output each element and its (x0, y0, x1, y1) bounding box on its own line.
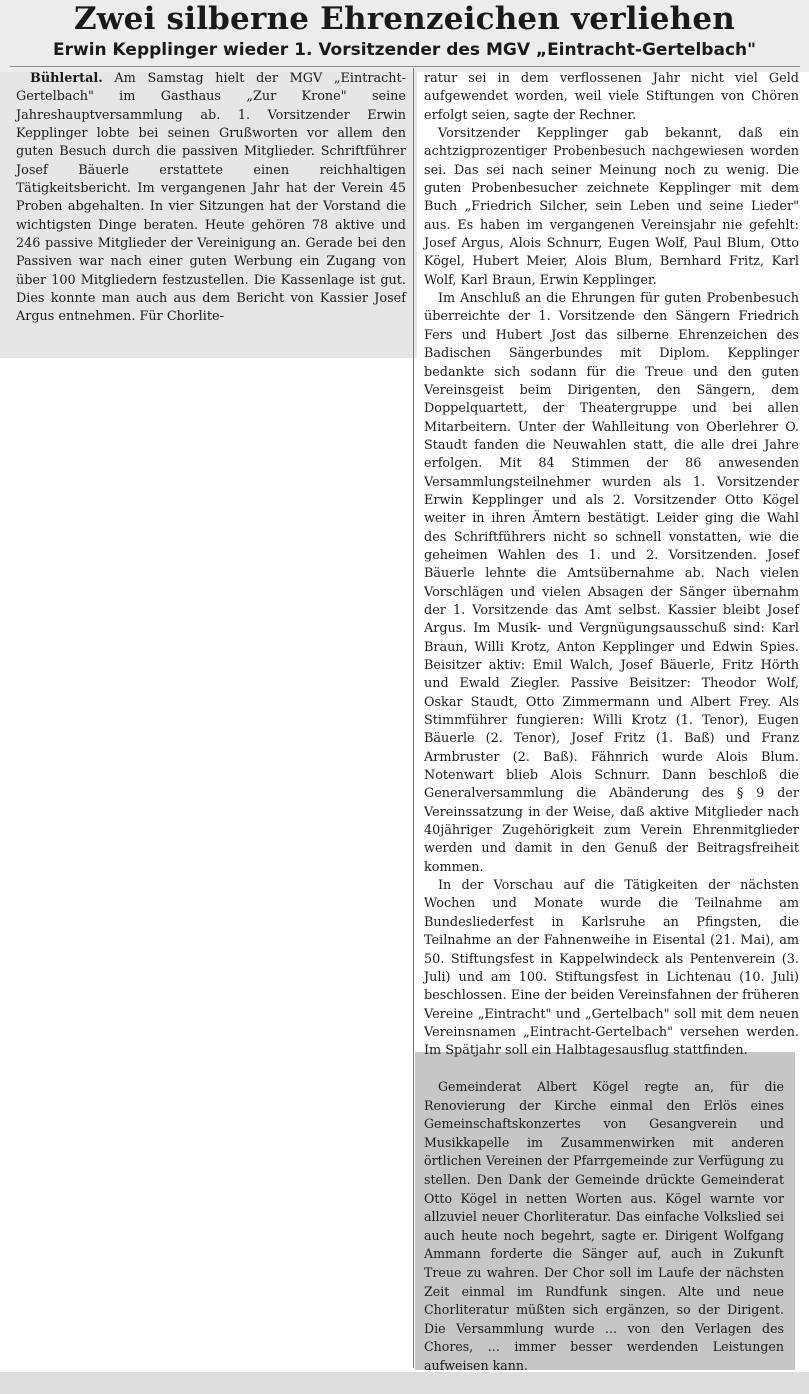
headline-divider (10, 66, 800, 67)
right-column-paragraph: In der Vorschau auf die Tätigkeiten der nächsten Wochen und Monate wurde die Teilnahme am Bundesliederfest in Karlsruhe an Pfingsten, die Teilnahme an der Fahnenweihe in Eisental (21. Mai), am 50. Stiftungsfest in Kappelwindeck als Pentenverein (3. Juli) und am 100. Stiftungsfest in Lichtenau (10. Juli) beschlossen. Eine der beiden Vereinsfahnen der früheren Vereine „Eintracht" und „Gertelbach" soll mit dem neuen Vereinsnamen „Eintracht-Gertelbach" versehen werden. Im Spätjahr soll ein Halbtagesausflug stattfinden. (424, 878, 799, 1059)
right-column-paragraph: Gemeinderat Albert Kögel regte an, für die Renovierung der Kirche einmal den Erlös eines Gemeinschaftskonzertes von Gesangverein und Musikkapelle im Zusammenwirken mit anderen örtlichen Vereinen der Pfarrgemeinde zur Verfügung zu stellen. Den Dank der Gemeinde drückte Gemeinderat Otto Kögel in netten Worten aus. Kögel warnte vor allzuviel neuer Chorliteratur. Das einfache Volkslied sei auch heute noch begehrt, sagte er. Dirigent Wolfgang Ammann forderte die Sänger auf, auch in Zukunft Treue zu wahren. Der Chor soll im Laufe der nächsten Zeit einmal im Rundfunk singen. Alte und neue Chorliteratur müßten sich ergänzen, so der Dirigent. Die Versammlung wurde ... von den Verlagen des Chores, ... immer besser werdenden Leistungen aufweisen kann. (424, 1079, 784, 1373)
right-column (424, 70, 799, 1061)
left-column (16, 70, 406, 327)
right-column-paragraph: Vorsitzender Kepplinger gab bekannt, daß ein achtzigprozentiger Probenbesuch nachgewiesen worden sei. Das sei nach seiner Meinung noch zu wenig. Die guten Probenbesucher zeichnete Kepplinger mit dem Buch „Friedrich Silcher, sein Leben und seine Lieder" aus. Es haben im vergangenen Vereinsjahr nie gefehlt: Josef Argus, Alois Schnurr, Eugen Wolf, Paul Blum, Otto Kögel, Hubert Meier, Alois Blum, Bernhard Fritz, Karl Wolf, Karl Braun, Erwin Kepplinger. (424, 126, 799, 288)
left-column-text: Am Samstag hielt der MGV „Eintracht-Gertelbach" im Gasthaus „Zur Krone" seine Jahreshauptversammlung ab. 1. Vorsitzender Erwin Kepplinger lobte bei seinen Grußworten vor allem den guten Besuch durch die passiven Mitglieder. Schriftführer Josef Bäuerle erstattete einen reichhaltigen Tätigkeitsbericht. Im vergangenen Jahr hat der Verein 45 Proben abgehalten. In vier Sitzungen hat der Vorstand die wichtigsten Dinge beraten. Heute gehören 78 aktive und 246 passive Mitglieder der Vereinigung an. Gerade bei den Passiven war nach einer guten Werbung ein Zugang von über 100 Mitgliedern festzustellen. Die Kassenlage ist gut. Dies konnte man auch aus dem Bericht von Kassier Josef Argus entnehmen. Für Chorlite- (16, 71, 406, 325)
final-paragraph (424, 1078, 784, 1376)
dateline: Bühlertal. (30, 71, 103, 86)
article-headline: Zwei silberne Ehrenzeichen verliehen (73, 1, 736, 37)
column-divider (413, 68, 414, 1368)
right-column-paragraph: ratur sei in dem verflossenen Jahr nicht viel Geld aufgewendet worden, weil viele Stiftungen von Chören erfolgt seien, sagte der Rechner. (424, 71, 799, 123)
right-column-paragraph: Im Anschluß an die Ehrungen für guten Probenbesuch überreichte der 1. Vorsitzende den Sängern Friedrich Fers und Hubert Jost das silberne Ehrenzeichen des Badischen Sängerbundes mit Diplom. Kepplinger bedankte sich sodann für die Treue und den guten Vereinsgeist beim Dirigenten, den Sängern, dem Doppelquartett, der Theatergruppe und bei allen Mitarbeitern. Unter der Wahlleitung von Oberlehrer O. Staudt fanden die Neuwahlen statt, die alle drei Jahre erfolgen. Mit 84 Stimmen der 86 anwesenden Versammlungsteilnehmer wurden als 1. Vorsitzender Erwin Kepplinger und als 2. Vorsitzender Otto Kögel weiter in ihren Ämtern bestätigt. Leider ging die Wahl des Schriftführers nicht so schnell vonstatten, wie die geheimen Wahlen des 1. und 2. Vorsitzenden. Josef Bäuerle lehnte die Amtsübernahme ab. Nach vielen Vorschlägen und vielen Absagen der Sänger übernahm der 1. Vorsitzende das Amt selbst. Kassier bleibt Josef Argus. Im Musik- und Vergnügungsausschuß sind: Karl Braun, Willi Krotz, Anton Kepplinger und Edwin Spies. Beisitzer aktiv: Emil Walch, Josef Bäuerle, Fritz Hörth und Ewald Ziegler. Passive Beisitzer: Theodor Wolf, Oskar Staudt, Otto Zimmermann und Albert Frey. Als Stimmführer fungieren: Willi Krotz (1. Tenor), Eugen Bäuerle (2. Tenor), Josef Fritz (1. Baß) und Franz Armbruster (2. Baß). Fähnrich wurde Alois Blum. Notenwart blieb Alois Schnurr. Dann beschloß die Generalversammlung die Abänderung des § 9 der Vereinssatzung in der Weise, daß aktive Mitglieder nach 40jähriger Zugehörigkeit zum Verein Ehrenmitglieder werden und damit in den Genuß der Beitragsfreiheit kommen. (424, 291, 799, 875)
left-column-paragraph (16, 70, 406, 327)
article-subheadline: Erwin Kepplinger wieder 1. Vorsitzender des MGV „Eintracht-Gertelbach" (53, 40, 756, 60)
edge-background (795, 1052, 809, 1372)
